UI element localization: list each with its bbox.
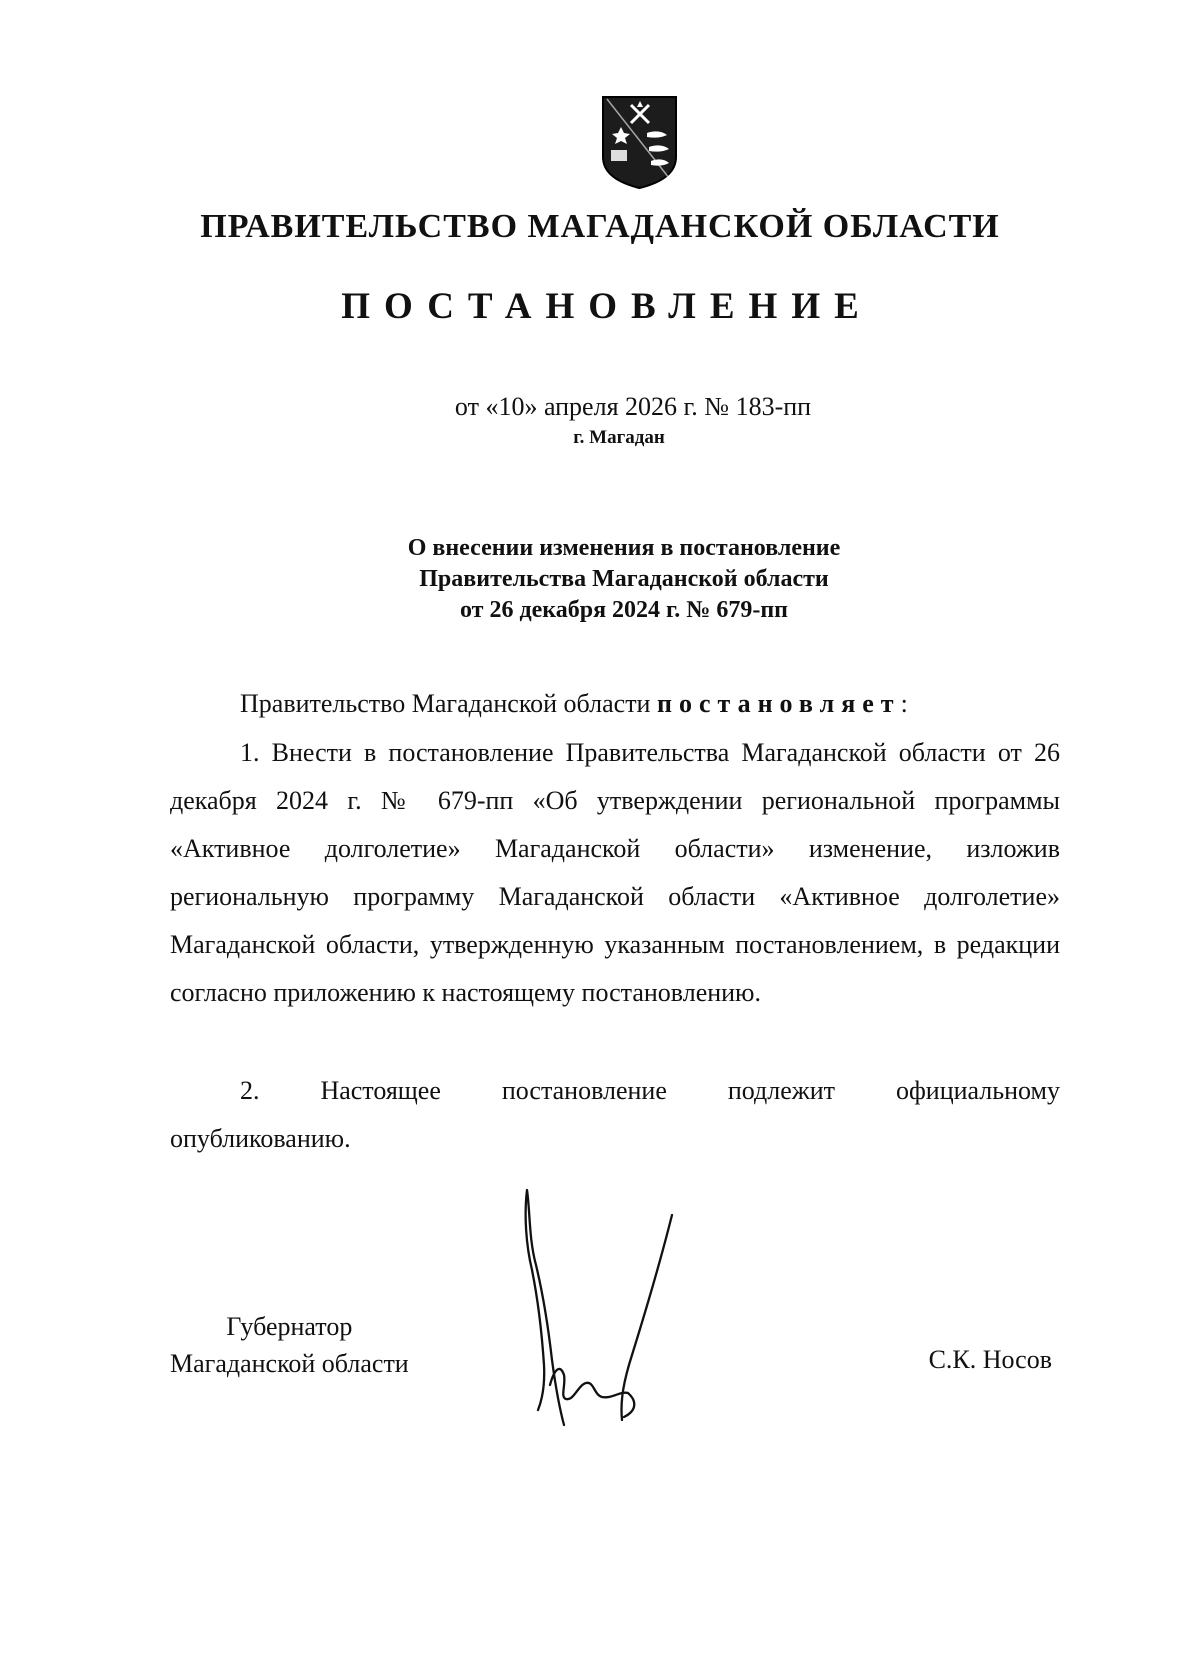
paragraph-1: 1. Внести в постановление Правительства Магаданской области от 26 декабря 2024 г. № 679-пп «Об утверждении региональной программы «Активное долголетие» Магаданской области» изменение, изложив региональную программу Магаданской области «Активное долголетие» Магаданской области, утвержденную указанным постановлением, в редакции согласно приложению к настоящему постановлению.: [170, 738, 1060, 1007]
position-line: Магаданской области: [170, 1349, 409, 1378]
document-date-number: от «10» апреля 2026 г. № 183-пп: [454, 392, 812, 421]
coat-of-arms-icon: [601, 95, 678, 190]
handwritten-signature: [520, 1185, 735, 1430]
paragraph-2-line: опубликованию.: [170, 1124, 351, 1153]
subject-line: Правительства Магаданской области: [419, 566, 829, 592]
preamble-lead: Правительство Магаданской области: [240, 689, 651, 718]
preamble-verb: постановляет: [656, 689, 901, 718]
signatory-name: С.К. Носов: [928, 1345, 1052, 1374]
preamble-colon: :: [900, 689, 908, 718]
signatory-position: [170, 1308, 409, 1382]
subject-line: О внесении изменения в постановление: [407, 535, 841, 561]
document-city: г. Магадан: [573, 427, 665, 448]
subject-line: от 26 декабря 2024 г. № 679-пп: [459, 597, 789, 623]
paragraph-2-line: 2. Настоящее постановление подлежит официальному: [240, 1076, 1060, 1105]
government-title: ПРАВИТЕЛЬСТВО МАГАДАНСКОЙ ОБЛАСТИ: [200, 208, 1000, 245]
document-type: ПОСТАНОВЛЕНИЕ: [341, 286, 873, 327]
paragraph-2: [170, 1067, 1060, 1163]
position-line: Губернатор: [226, 1312, 353, 1341]
preamble: [170, 680, 1060, 728]
document-subject: [24, 533, 1200, 626]
